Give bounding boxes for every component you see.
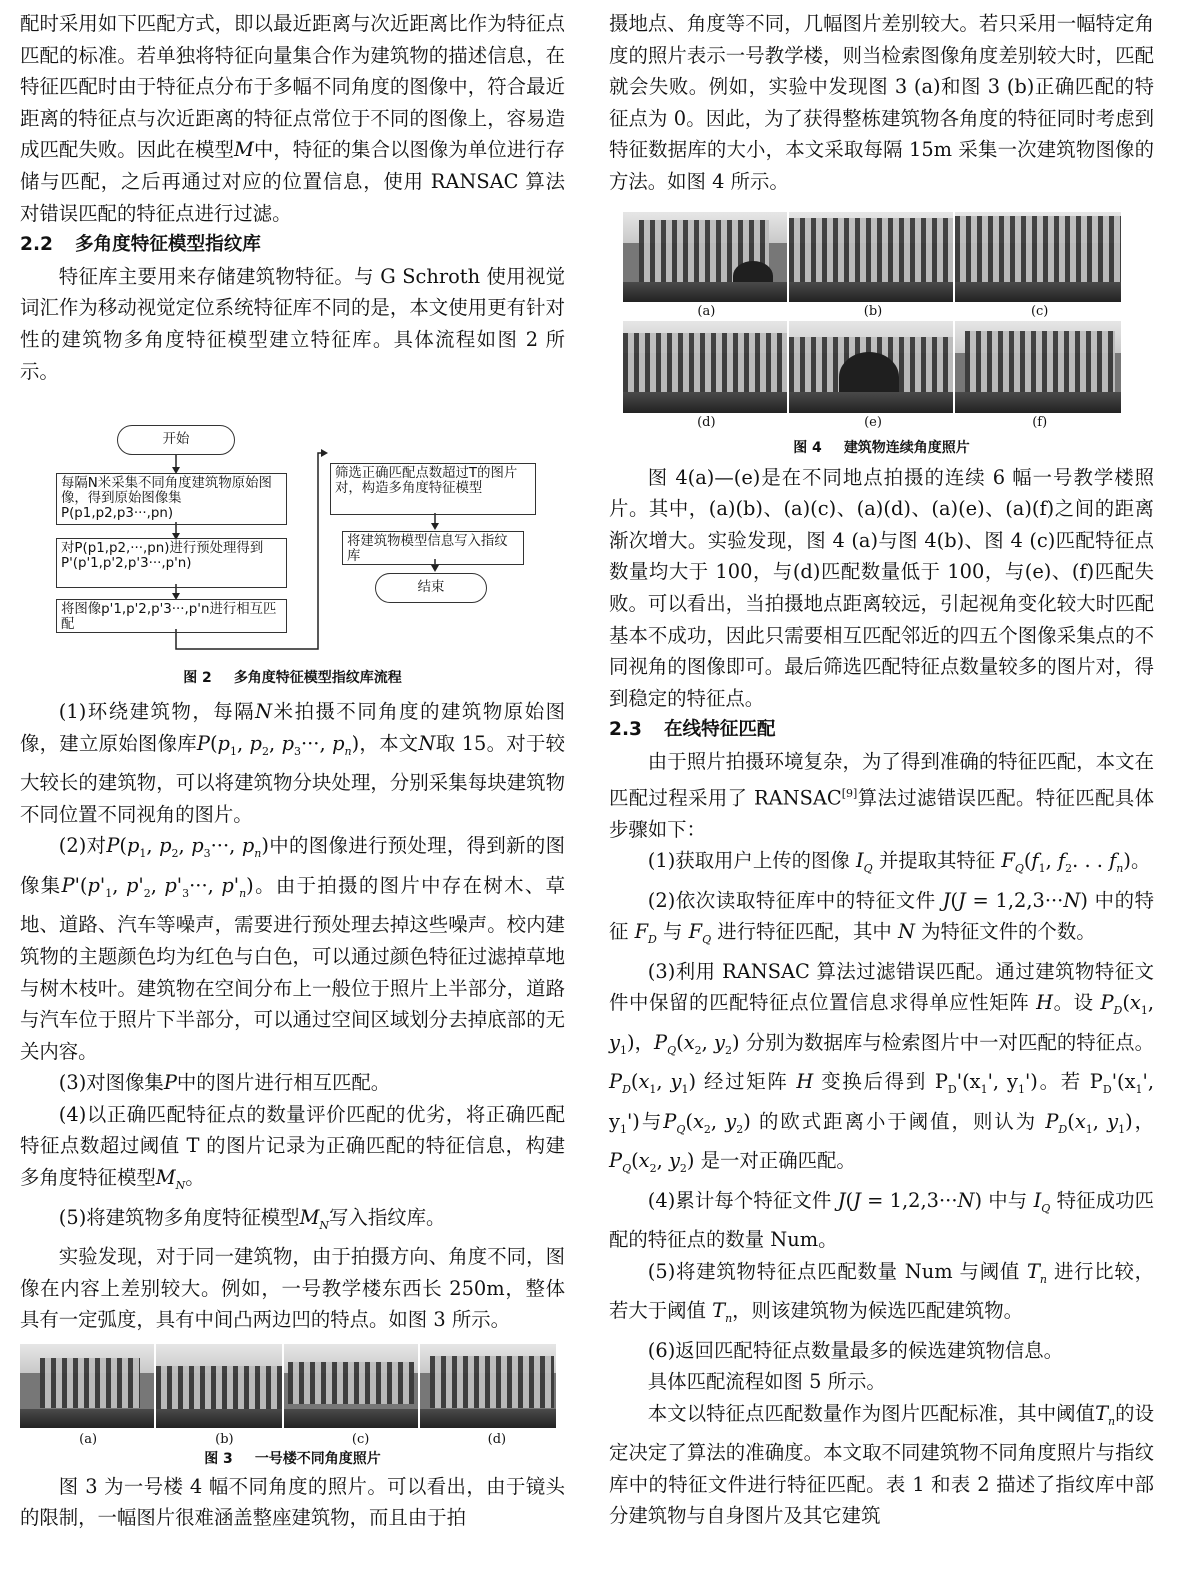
figure-2-caption: 图 2 多角度特征模型指纹库流程 — [183, 670, 402, 687]
flow-step-preprocess: 对P(p1,p2,···,pn)进行预处理得到P'(p'1,p'2,p'3···,p'n) — [56, 538, 287, 588]
right-column — [609, 8, 1154, 1532]
building-photo — [20, 1344, 154, 1428]
sublabel: (f) — [1032, 414, 1048, 430]
sublabel: (a) — [79, 1431, 98, 1447]
building-photo — [955, 212, 1121, 302]
match-step-6: (6)返回匹配特征点数量最多的候选建筑物信息。 — [647, 1338, 1064, 1362]
step-2: (2)对$P(p_1$, $p_2$, $p_3\cdot\cdot\cdot$, $p_n$)中的图像进行预处理，得到新的图像集$P'(p'_1$, $p'_2$, $p'_3\cdot\cdot\cdot$, $p'_n$)。由于拍摄的图片中存在树木、草地、道路、汽车等噪声，需要进行预处理去掉这些噪声。校内建筑物的主题颜色均为红色与白色，可以通过颜色特征过滤掉草地与树木枝叶。建筑物在空间分布上一般位于照片上半部分，道路与汽车位于照片下半部分，可以通过空间区域划分去掉底部的无关内容。 — [20, 834, 566, 1063]
section-heading-2-2: 2.2 多角度特征模型指纹库 — [20, 234, 261, 256]
sublabel: (c) — [351, 1431, 370, 1447]
flow-start-node: 开始 — [117, 425, 235, 455]
flow-step-filter: 筛选正确匹配点数超过T的图片对，构造多角度特征模型 — [330, 463, 536, 515]
match-step-1: (1)获取用户上传的图像 $I_Q$ 并提取其特征 $F_Q(f_1$, $f_2$. . . $f_n$)。 — [647, 849, 1151, 876]
match-step-3: (3)利用 RANSAC 算法过滤错误匹配。通过建筑物特征文件中保留的匹配特征点位置信息求得单应性矩阵 H。设 $P_D(x_1$, $y_1$)，$P_Q(x_2$, $y_2$) 分别为数据库与检索图片中一对匹配的特征点。$P_D(x_1$, $y_1$) 经过矩阵 H 变换后得到 $P_D'(x_1'$, $y_1'$)。若 $P_D'(x_1'$, $y_1'$)与$P_Q(x_2$, $y_2$) 的欧式距离小于阈值，则认为 $P_D(x_1$, $y_1$)，$P_Q(x_2$, $y_2$) 是一对正确匹配。 — [609, 959, 1155, 1176]
paragraph: 特征库主要用来存储建筑物特征。与 G Schroth 使用视觉词汇作为移动视觉定位系统特征库不同的是，本文使用更有针对性的建筑物多角度特征模型建立特征库。具体流程如图 2 所示。 — [20, 264, 565, 383]
left-column — [20, 8, 565, 1534]
figure-3-photos — [20, 1344, 565, 1428]
building-photo — [955, 321, 1121, 413]
figure-4 — [623, 212, 1123, 430]
step-5: (5)将建筑物多角度特征模型$M_N$写入指纹库。 — [58, 1205, 446, 1232]
figure-4-photos-bottom — [623, 321, 1123, 413]
paragraph: 摄地点、角度等不同，几幅图片差别较大。若只采用一幅特定角度的照片表示一号教学楼，则当检索图像角度差别较大时，匹配就会失败。例如，实验中发现图 3 (a)和图 3 (b)正确匹配的特征点为 0。因此，为了获得整栋建筑物各角度的特征同时考虑到特征数据库的大小，本文采取每隔 15m 采集一次建筑物图像的方法。如图 4 所示。 — [609, 12, 1154, 193]
figure-4-photos-top — [623, 212, 1123, 302]
building-photo — [789, 212, 953, 302]
paragraph: 本文以特征点匹配数量作为图片匹配标准，其中阈值$T_n$的设定决定了算法的准确度。本文取不同建筑物不同角度照片与指纹库中的特征文件进行特征匹配。表 1 和表 2 描述了指纹库中部分建筑物与自身图片及其它建筑 — [609, 1401, 1155, 1528]
figure-3-caption: 图 3 一号楼不同角度照片 — [204, 1450, 381, 1467]
building-photo — [284, 1344, 418, 1428]
sublabel: (d) — [697, 414, 716, 430]
paragraph: 配时采用如下匹配方式，即以最近距离与次近距离比作为特征点匹配的标准。若单独将特征向量集合作为建筑物的描述信息，在特征匹配时由于特征点分布于多幅不同角度的图像中，符合最近距离的特征点与次近距离的特征点常位于不同的图像上，容易造成匹配失败。因此在模型M中，特征的集合以图像为单位进行存储与匹配，之后再通过对应的位置信息，使用 RANSAC 算法对错误匹配的特征点进行过滤。 — [20, 12, 566, 225]
flow-end-node: 结束 — [375, 573, 487, 603]
sublabel: (c) — [1030, 303, 1049, 319]
step-4: (4)以正确匹配特征点的数量评价匹配的优劣，将正确匹配特征点数超过阈值 T 的图片记录为正确匹配的特征信息，构建多角度特征模型$M_N$。 — [20, 1102, 565, 1192]
building-photo — [789, 321, 953, 413]
paragraph: 图 3 为一号楼 4 幅不同角度的照片。可以看出，由于镜头的限制，一幅图片很难涵盖整座建筑物，而且由于拍 — [20, 1474, 565, 1530]
building-photo — [623, 212, 787, 302]
paragraph: 由于照片拍摄环境复杂，为了得到准确的特征匹配，本文在匹配过程采用了 RANSAC[9]算法过滤错误匹配。特征匹配具体步骤如下： — [609, 749, 1155, 841]
building-photo — [420, 1344, 556, 1428]
flowchart-figure-2 — [20, 397, 565, 662]
building-photo — [623, 321, 787, 413]
flow-step-collect: 每隔N米采集不同角度建筑物原始图像，得到原始图像集P(p1,p2,p3···,pn) — [56, 473, 287, 525]
flow-step-match: 将图像p'1,p'2,p'3···,p'n进行相互匹配 — [56, 599, 287, 633]
section-heading-2-3: 2.3 在线特征匹配 — [609, 719, 776, 741]
match-step-4: (4)累计每个特征文件 J(J = 1,2,3···N) 中与 $I_Q$ 特征成功匹配的特征点的数量 Num。 — [609, 1188, 1154, 1252]
sublabel: (b) — [863, 303, 883, 319]
paragraph: 具体匹配流程如图 5 所示。 — [647, 1370, 886, 1394]
figure-4-sublabels-top — [623, 304, 1123, 319]
match-step-2: (2)依次读取特征库中的特征文件 J(J = 1,2,3···N) 中的特征 $F_D$ 与 $F_Q$ 进行特征匹配，其中 N 为特征文件的个数。 — [609, 888, 1155, 947]
figure-3 — [20, 1344, 565, 1469]
figure-3-sublabels — [20, 1432, 565, 1447]
figure-4-sublabels-bottom — [623, 415, 1123, 430]
sublabel: (a) — [697, 303, 716, 319]
figure-4-caption: 图 4 建筑物连续角度照片 — [793, 439, 970, 456]
sublabel: (b) — [215, 1431, 234, 1447]
sublabel: (e) — [864, 414, 882, 430]
step-1: (1)环绕建筑物，每隔N米拍摄不同角度的建筑物原始图像，建立原始图像库$P(p_1$, $p_2$, $p_3\cdot\cdot\cdot$, $p_n$)，本文N取 15。对于较大较长的建筑物，可以将建筑物分块处理，分别采集每块建筑物不同位置不同视角的图片。 — [20, 700, 566, 826]
building-photo — [156, 1344, 282, 1428]
match-step-5: (5)将建筑物特征点匹配数量 Num 与阈值 $T_n$ 进行比较，若大于阈值 $T_n$，则该建筑物为候选匹配建筑物。 — [609, 1259, 1154, 1326]
step-3: (3)对图像集P中的图片进行相互匹配。 — [58, 1071, 391, 1095]
sublabel: (d) — [487, 1431, 507, 1447]
paragraph: 图 4(a)—(e)是在不同地点拍摄的连续 6 幅一号教学楼照片。其中，(a)(b)、(a)(c)、(a)(d)、(a)(e)、(a)(f)之间的距离渐次增大。实验发现，图 4 (a)与图 4(b)、图 4 (c)匹配特征点数量均大于 100，与(d)匹配数量低于 100，与(e)、(f)匹配失败。可以看出，当拍摄地点距离较远，引起视角变化较大时匹配基本不成功，因此只需要相互匹配邻近的四五个图像采集点的不同视角的图像即可。最后筛选匹配特征点数量较多的图片对，得到稳定的特征点。 — [609, 465, 1154, 710]
flow-step-write: 将建筑物模型信息写入指纹库 — [342, 531, 524, 565]
paragraph: 实验发现，对于同一建筑物，由于拍摄方向、角度不同，图像在内容上差别较大。例如，一号教学楼东西长 250m，整体具有一定弧度，具有中间凸两边凹的特点。如图 3 所示。 — [20, 1245, 565, 1332]
